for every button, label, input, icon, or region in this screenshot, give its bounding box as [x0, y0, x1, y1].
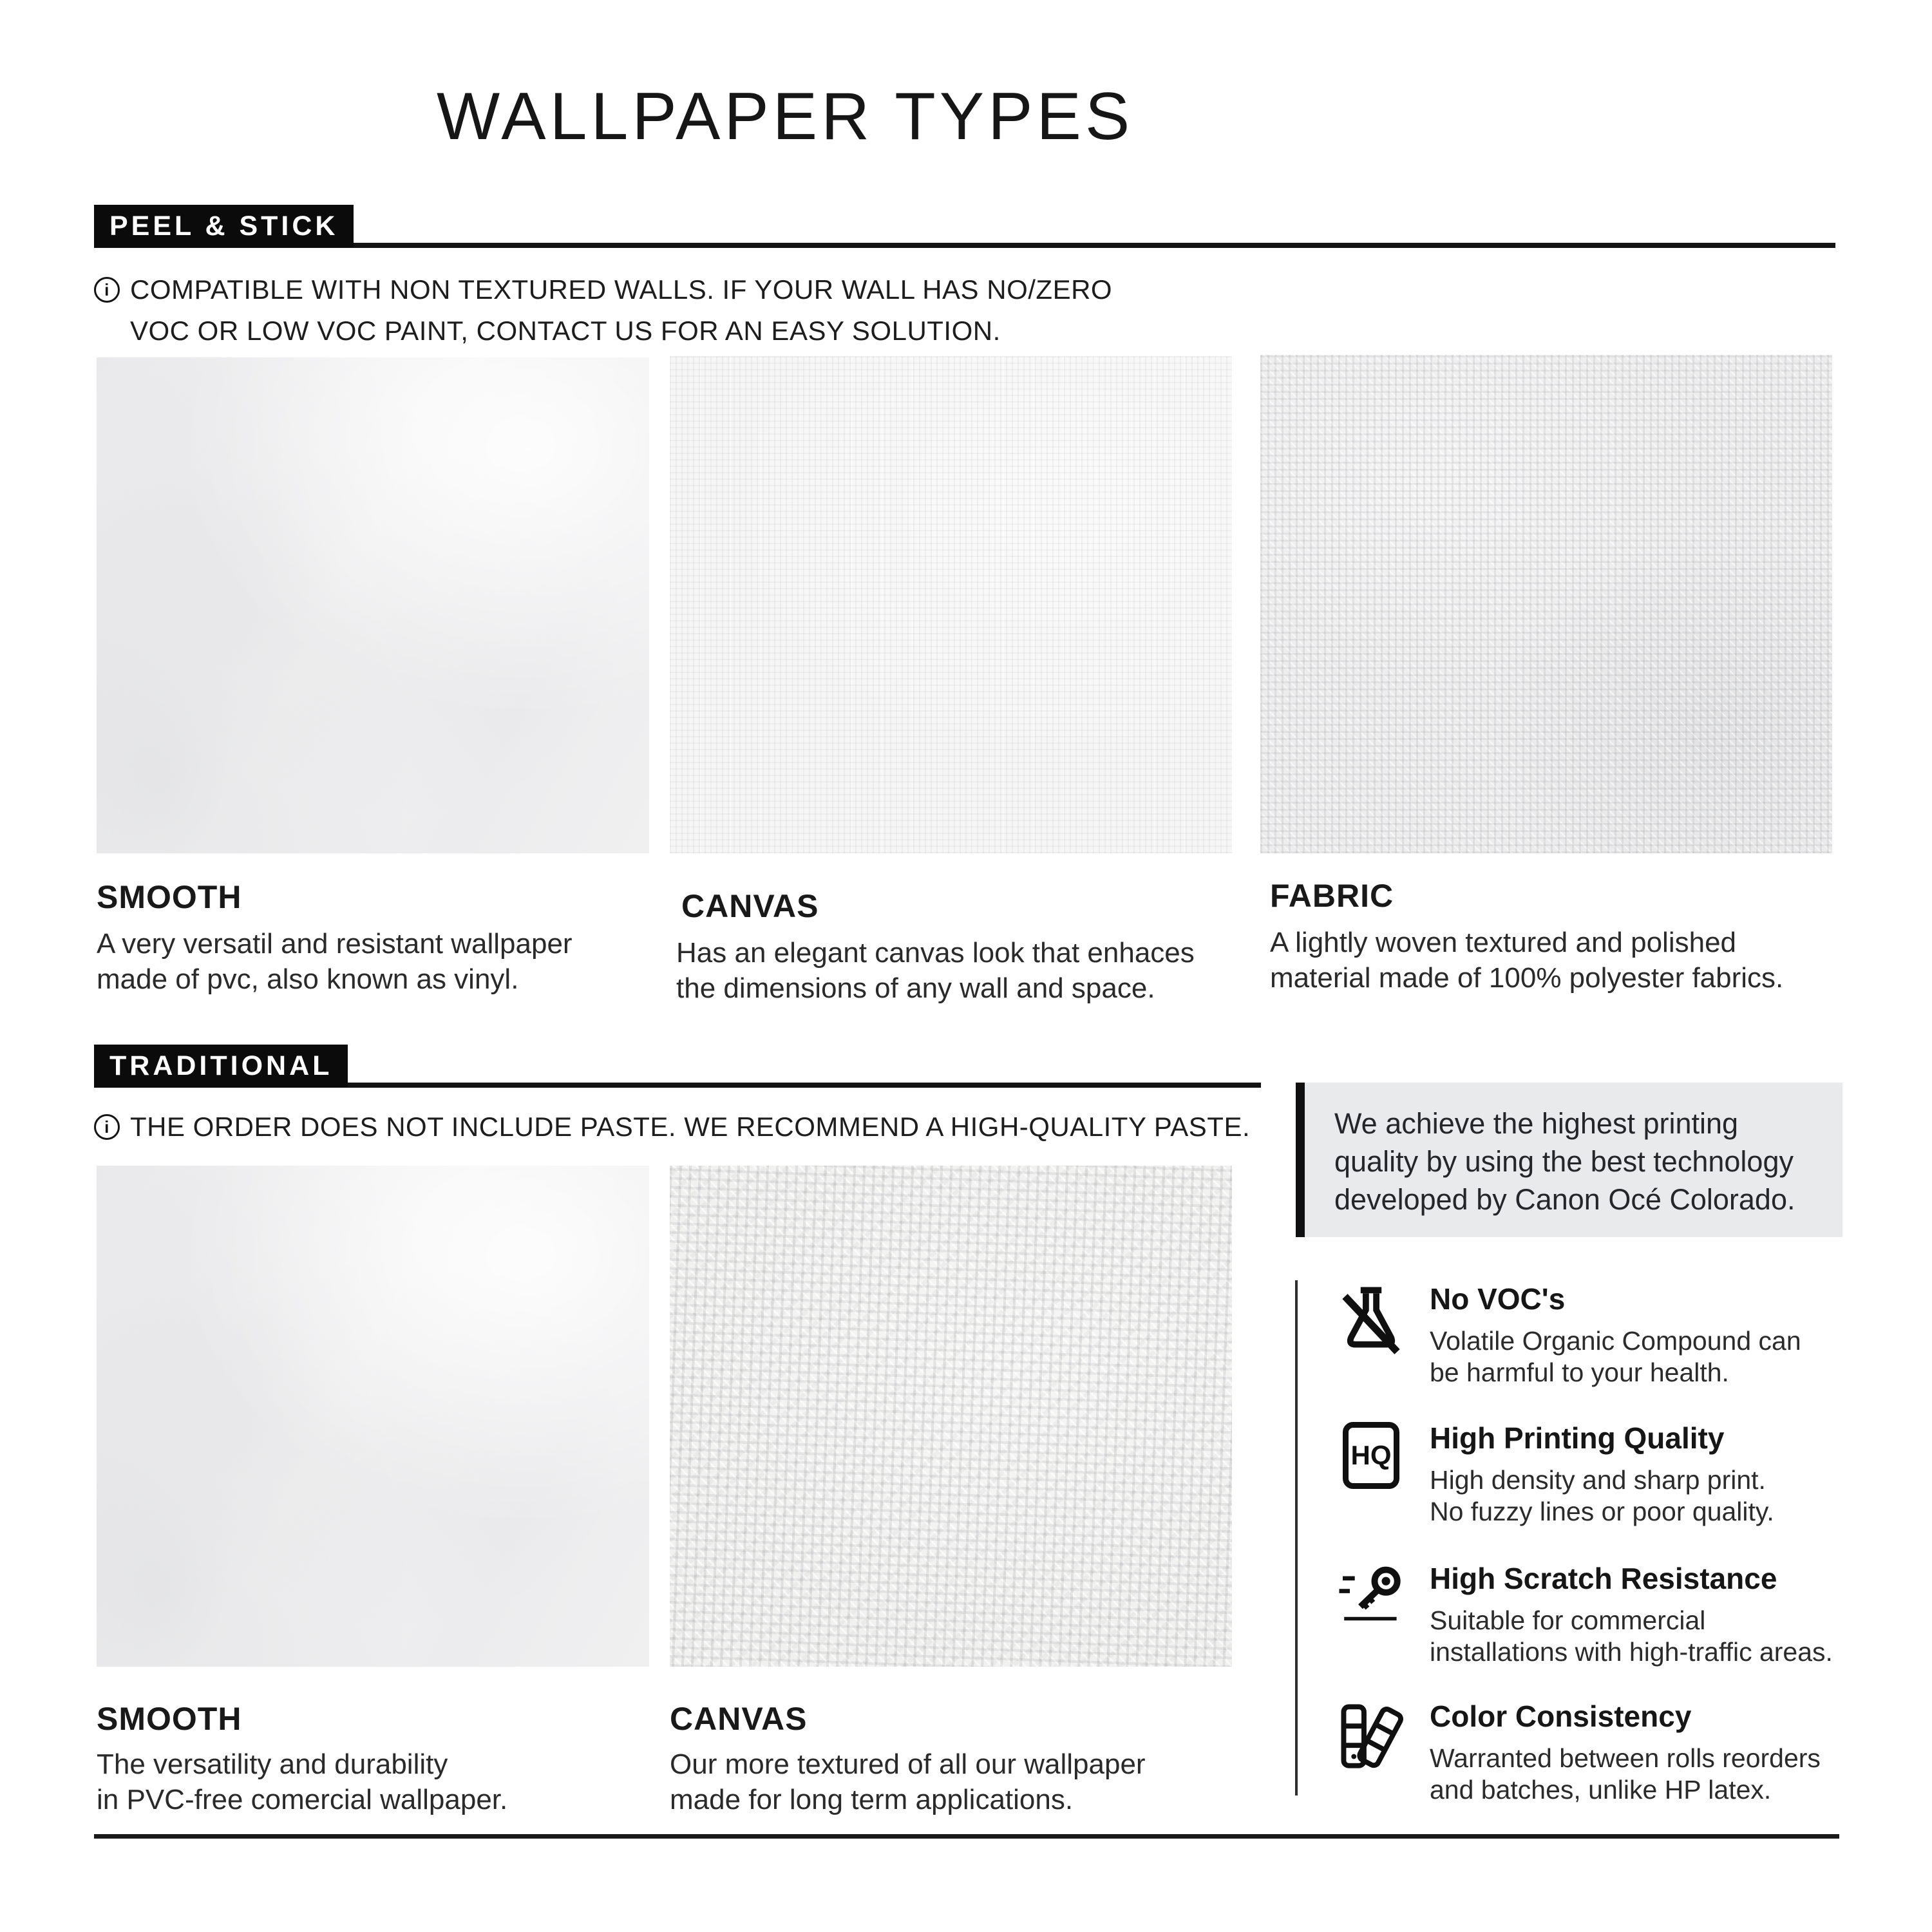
feature-desc-line: installations with high-traffic areas. [1430, 1637, 1833, 1667]
peel-stick-note [94, 269, 1112, 352]
peel-stick-note-line2: VOC OR LOW VOC PAINT, CONTACT US FOR AN EASY SOLUTION. [130, 316, 1001, 346]
feature-title: High Scratch Resistance [1430, 1562, 1777, 1595]
swatch-peel-stick-smooth [97, 357, 649, 853]
description-line: material made of 100% polyester fabrics. [1270, 962, 1784, 994]
swatch-description-canvas [676, 935, 1195, 1006]
feature-desc-line: No fuzzy lines or poor quality. [1430, 1497, 1774, 1526]
hq-badge-icon [1336, 1422, 1406, 1503]
swatch-peel-stick-fabric [1260, 355, 1832, 853]
feature-desc-line: and batches, unlike HP latex. [1430, 1775, 1772, 1804]
page-title: WALLPAPER TYPES [437, 79, 1134, 154]
no-voc-flask-icon [1336, 1283, 1406, 1364]
feature-title: No VOC's [1430, 1282, 1566, 1316]
description-line: made of pvc, also known as vinyl. [97, 963, 519, 995]
color-swatches-icon [1336, 1700, 1406, 1781]
traditional-note-line: THE ORDER DOES NOT INCLUDE PASTE. WE RECOMMEND A HIGH-QUALITY PASTE. [130, 1112, 1251, 1142]
description-line: the dimensions of any wall and space. [676, 972, 1155, 1004]
quality-note-line: developed by Canon Océ Colorado. [1334, 1183, 1795, 1216]
section-label-traditional: TRADITIONAL [94, 1045, 348, 1087]
hq-badge-text: HQ [1343, 1422, 1399, 1489]
swatch-title-fabric: FABRIC [1270, 878, 1394, 914]
feature-no-voc [1327, 1282, 1861, 1388]
quality-note-line: quality by using the best technology [1334, 1145, 1794, 1178]
printing-quality-note [1296, 1083, 1842, 1237]
scratch-key-icon [1336, 1562, 1406, 1643]
peel-stick-rule [94, 243, 1835, 248]
feature-desc-line: be harmful to your health. [1430, 1358, 1729, 1387]
description-line: The versatility and durability [97, 1748, 448, 1780]
info-icon: i [94, 277, 120, 303]
traditional-note [94, 1106, 1250, 1148]
quality-note-line: We achieve the highest printing [1334, 1107, 1739, 1140]
features-divider-line [1295, 1280, 1298, 1795]
description-line: A very versatil and resistant wallpaper [97, 928, 573, 960]
swatch-traditional-smooth [97, 1166, 649, 1667]
description-line: made for long term applications. [670, 1784, 1074, 1815]
swatch-title-canvas: CANVAS [681, 888, 819, 924]
feature-high-printing-quality [1327, 1421, 1861, 1528]
swatch-description-smooth-traditional [97, 1747, 507, 1817]
swatch-title-canvas-traditional: CANVAS [670, 1701, 808, 1737]
feature-desc-line: High density and sharp print. [1430, 1465, 1766, 1495]
swatch-title-smooth-traditional: SMOOTH [97, 1701, 242, 1737]
bottom-rule [94, 1834, 1839, 1839]
feature-color-consistency [1327, 1699, 1861, 1806]
feature-desc-line: Suitable for commercial [1430, 1605, 1706, 1635]
swatch-traditional-canvas [670, 1166, 1232, 1667]
swatch-title-smooth: SMOOTH [97, 879, 242, 915]
info-icon: i [94, 1114, 120, 1140]
description-line: Our more textured of all our wallpaper [670, 1748, 1146, 1780]
feature-desc-line: Volatile Organic Compound can [1430, 1326, 1801, 1356]
swatch-description-fabric [1270, 925, 1783, 996]
swatch-description-smooth [97, 926, 573, 997]
swatch-description-canvas-traditional [670, 1747, 1146, 1817]
description-line: A lightly woven textured and polished [1270, 927, 1737, 958]
feature-high-scratch-resistance [1327, 1561, 1861, 1668]
description-line: Has an elegant canvas look that enhaces [676, 937, 1195, 969]
peel-stick-note-line1: COMPATIBLE WITH NON TEXTURED WALLS. IF YOUR WALL HAS NO/ZERO [130, 274, 1113, 305]
description-line: in PVC-free comercial wallpaper. [97, 1784, 508, 1815]
feature-desc-line: Warranted between rolls reorders [1430, 1743, 1821, 1773]
section-label-peel-stick: PEEL & STICK [94, 205, 354, 247]
feature-title: High Printing Quality [1430, 1421, 1725, 1455]
feature-title: Color Consistency [1430, 1700, 1692, 1733]
swatch-peel-stick-canvas [670, 356, 1232, 853]
